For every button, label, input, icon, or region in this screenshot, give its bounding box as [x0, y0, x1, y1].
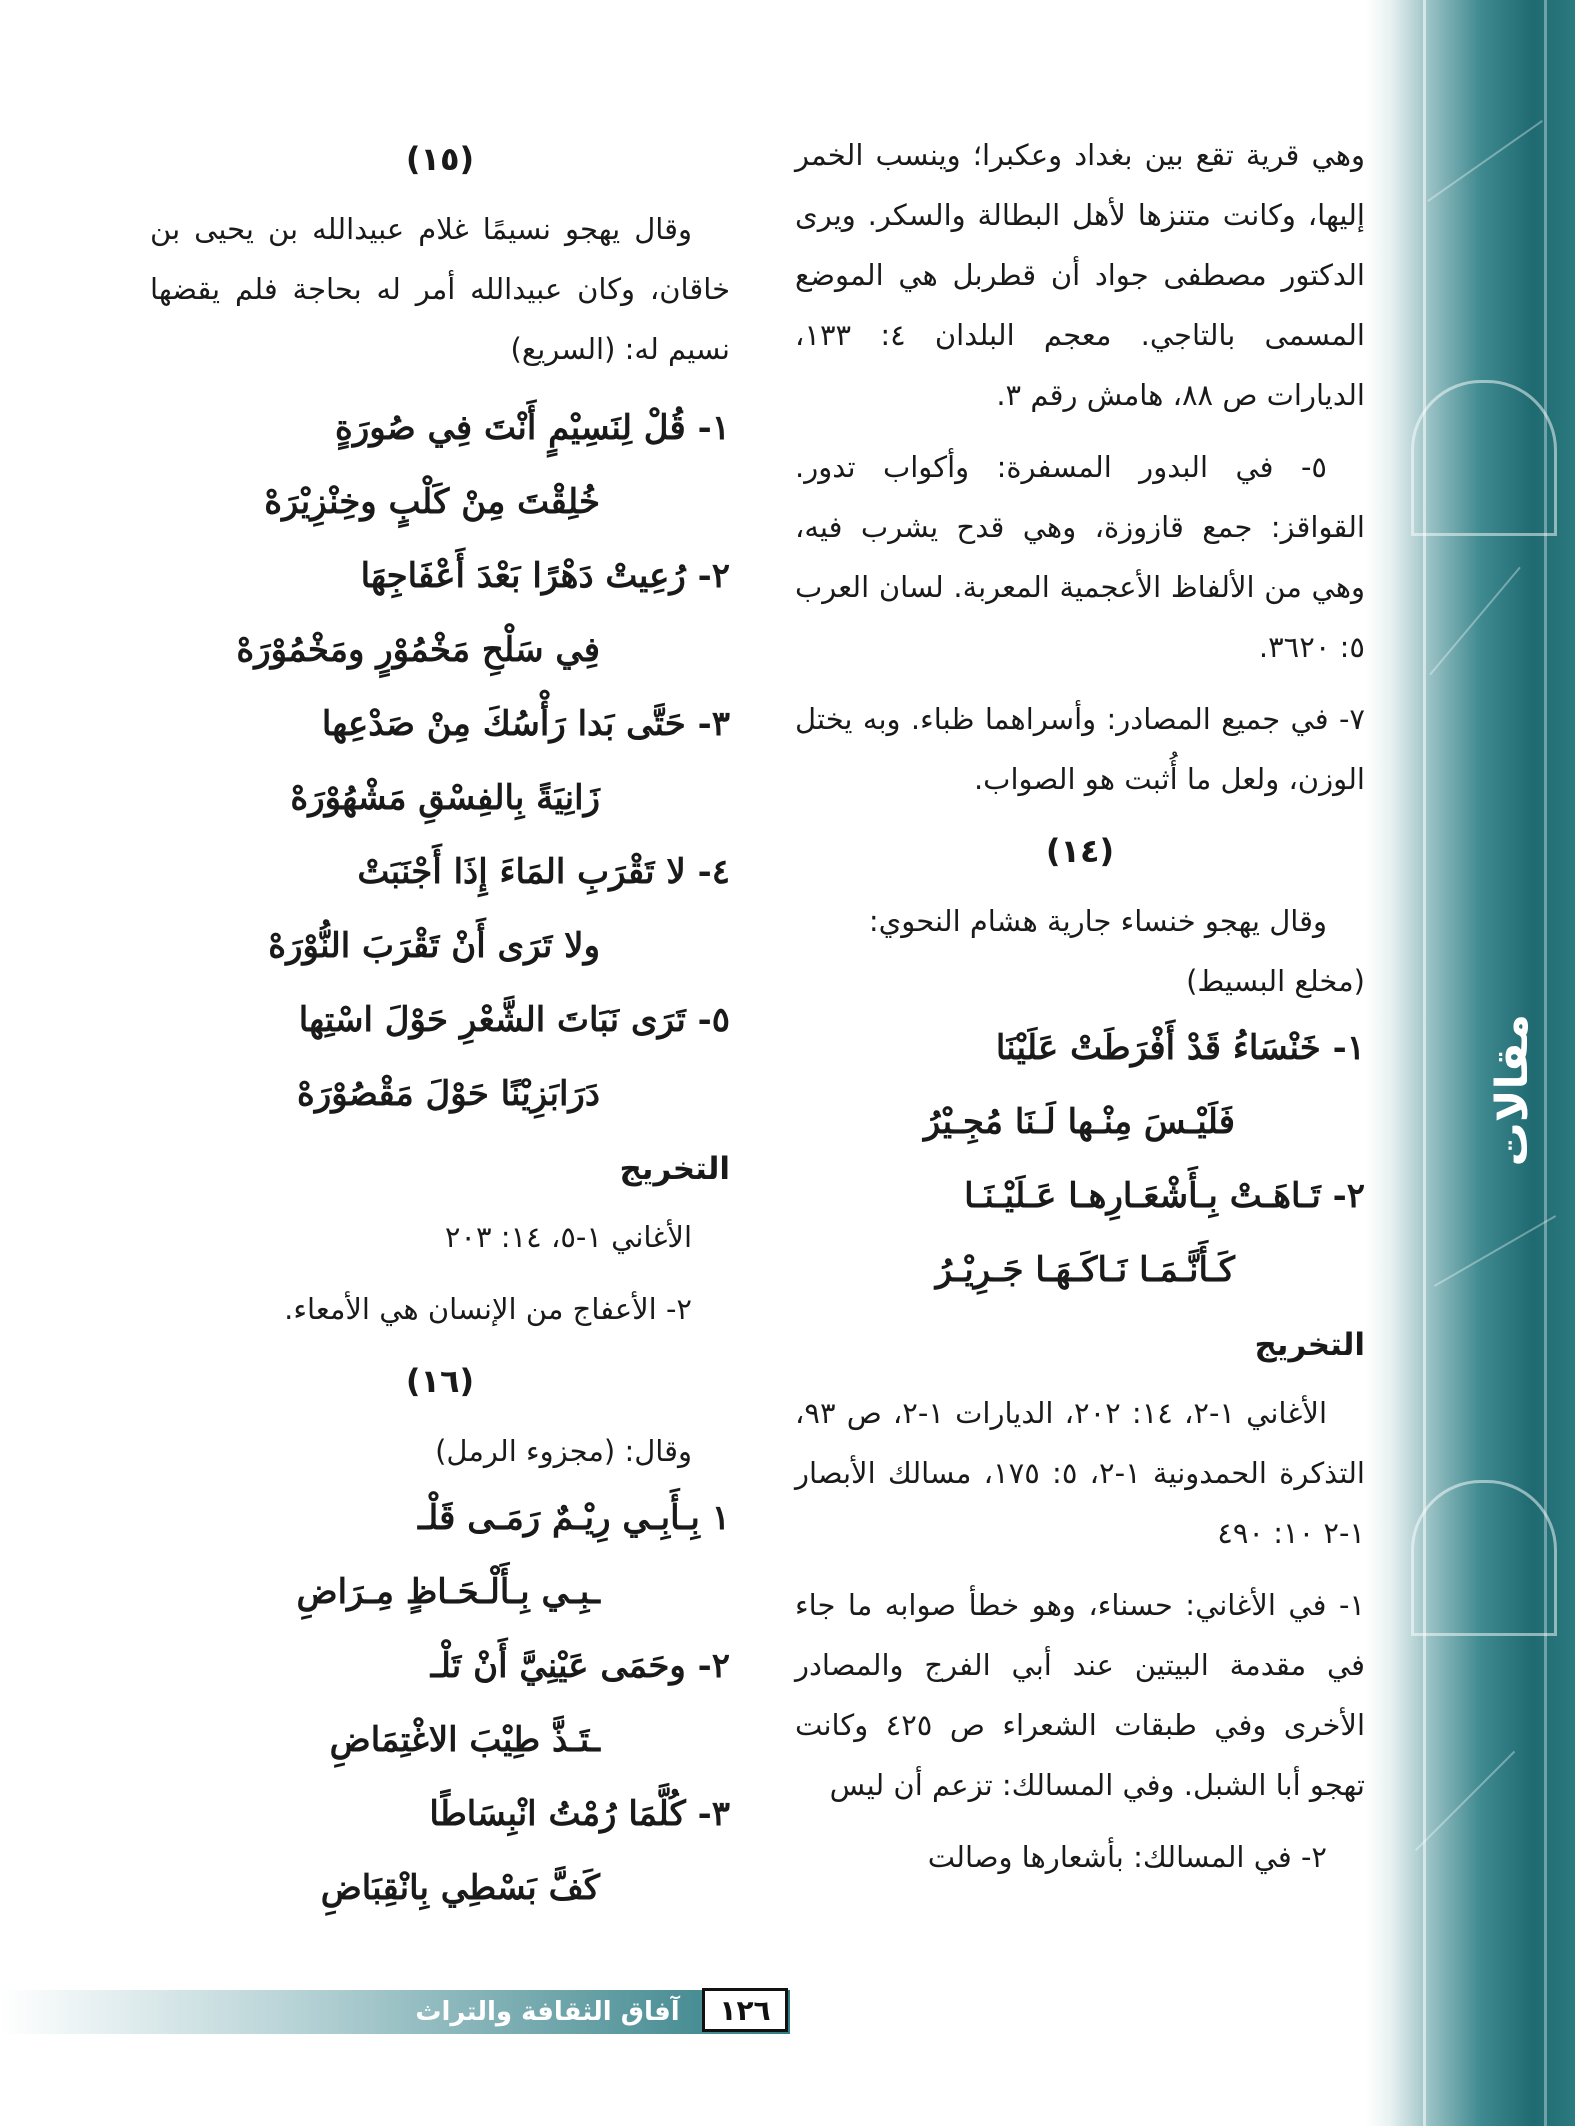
magazine-title: آفاق الثقافة والتراث — [415, 1997, 680, 2027]
verse-line: ٢- وحَمَى عَيْنِيَّ أَنْ تَلْـ — [430, 1646, 730, 1686]
footnote: ٥- في البدور المسفرة: وأكواب تدور. القواقز: جمع قازوزة، وهي قدح يشرب فيه، وهي من الألفاظ الأعجمية المعربة. لسان العرب ٥: ٣٦٢٠. — [795, 450, 1365, 664]
paragraph: الأغاني ١-٥، ١٤: ٢٠٣ — [444, 1220, 692, 1254]
verse-line: ٢- رُعِيتْ دَهْرًا بَعْدَ أَعْفَاجِهَا — [360, 556, 730, 596]
verse-line: ١ بِـأَبِـي رِيْـمٌ رَمَـى قَلْـ — [417, 1498, 730, 1538]
footnote: ٢- الأعفاج من الإنسان هي الأمعاء. — [284, 1292, 692, 1326]
verse-line: ـبِـي بِـأَلْـحَـاظٍ مِـرَاضِ — [296, 1572, 600, 1612]
verse-line: كَفَّ بَسْطِي بِانْقِبَاضِ — [320, 1868, 600, 1908]
verse-line: كَـأَنَّـمَـا نَـاكَـهَـا جَـرِيْـرُ — [935, 1250, 1235, 1290]
poem-intro: وقال يهجو نسيمًا غلام عبيدالله بن يحيى بن خاقان، وكان عبيدالله أمر له بحاجة فلم يقضها نسيم له: (السريع) — [150, 212, 730, 366]
verse-line: ١- قُلْ لِنَسِيْمٍ أَنْتَ فِي صُورَةٍ — [335, 408, 730, 448]
verse-line: ٢- تَـاهَـتْ بِـأَشْعَـارِهـا عَـلَيْـنَـا — [964, 1176, 1365, 1216]
footnote: ٢- في المسالك: بأشعارها وصالت — [927, 1840, 1327, 1874]
poem-number-16: (١٦) — [405, 1362, 475, 1400]
footnote: ١- في الأغاني: حسناء، وهو خطأ صوابه ما جاء في مقدمة البيتين عند أبي الفرج والمصادر الأخرى وفي طبقات الشعراء ص ٤٢٥ وكانت تهجو أبا الشبل. وفي المسالك: تزعم أن ليس — [795, 1588, 1365, 1802]
footnote: ٧- في جميع المصادر: وأسراهما ظباء. وبه يختل الوزن، ولعل ما أُثبت هو الصواب. — [795, 702, 1365, 796]
poem-intro: وقال: (مجزوء الرمل) — [435, 1434, 692, 1468]
verse-line: فِي سَلْحِ مَخْمُوْرٍ ومَخْمُوْرَهْ — [236, 630, 600, 670]
verse-line: ٥- تَرَى نَبَاتَ الشَّعْرِ حَوْلَ اسْتِها — [298, 1000, 730, 1040]
verse-line: دَرَابَزِيْنًا حَوْلَ مَقْصُوْرَهْ — [297, 1074, 600, 1114]
verse-line: ٣- حَتَّى بَدا رَأْسُكَ مِنْ صَدْعِها — [321, 704, 730, 744]
verse-line: ١- خَنْسَاءُ قَدْ أَفْرَطَتْ عَلَيْنَا — [995, 1028, 1365, 1068]
arch-ornament — [1411, 1480, 1557, 1636]
section-label: مقالات — [1486, 1013, 1538, 1167]
verse-line: ٣- كُلَّمَا رُمْتُ انْبِسَاطًا — [429, 1794, 730, 1834]
poem-intro: وقال يهجو خنساء جارية هشام النحوي: — [868, 904, 1327, 938]
section-tab — [1467, 975, 1557, 1205]
verse-line: فَلَيْـسَ مِنْـها لَـنَا مُجِـيْرُ — [923, 1102, 1235, 1142]
poem-number-14: (١٤) — [1045, 832, 1115, 870]
verse-line: ٤- لا تَقْرَبِ المَاءَ إِذَا أَجْنَبَتْ — [357, 852, 730, 892]
verse-line: زَانِيَةً بِالفِسْقِ مَشْهُوْرَهْ — [290, 778, 600, 818]
verse-line: ولا تَرَى أَنْ تَقْرَبَ النُّوْرَهْ — [268, 926, 600, 966]
arch-ornament — [1411, 380, 1557, 536]
poem-meter: (مخلع البسيط) — [1186, 964, 1365, 998]
takhrij-heading: التخريج — [619, 1151, 730, 1187]
verse-line: ـتَـذَّ طِيْبَ الاغْتِمَاضِ — [329, 1720, 600, 1760]
paragraph: الأغاني ١-٢، ١٤: ٢٠٢، الديارات ١-٢، ص ٩٣، التذكرة الحمدونية ١-٢، ٥: ١٧٥، مسالك الأبصار ١-٢ ١٠: ٤٩٠ — [795, 1396, 1365, 1550]
right-column — [795, 125, 1365, 1899]
poem-number-15: (١٥) — [405, 140, 475, 178]
verse-line: خُلِقْتَ مِنْ كَلْبٍ وخِنْزِيْرَهْ — [264, 482, 600, 522]
left-column — [150, 125, 730, 1925]
takhrij-heading: التخريج — [1254, 1327, 1365, 1363]
paragraph: وهي قرية تقع بين بغداد وعكبرا؛ وينسب الخمر إليها، وكانت متنزها لأهل البطالة والسكر. ويرى الدكتور مصطفى جواد أن قطربل هي الموضع المسمى بالتاجي. معجم البلدان ٤: ١٣٣، الديارات ص ٨٨، هامش رقم ٣. — [795, 138, 1365, 412]
page-number: ١٢٦ — [702, 1988, 788, 2032]
